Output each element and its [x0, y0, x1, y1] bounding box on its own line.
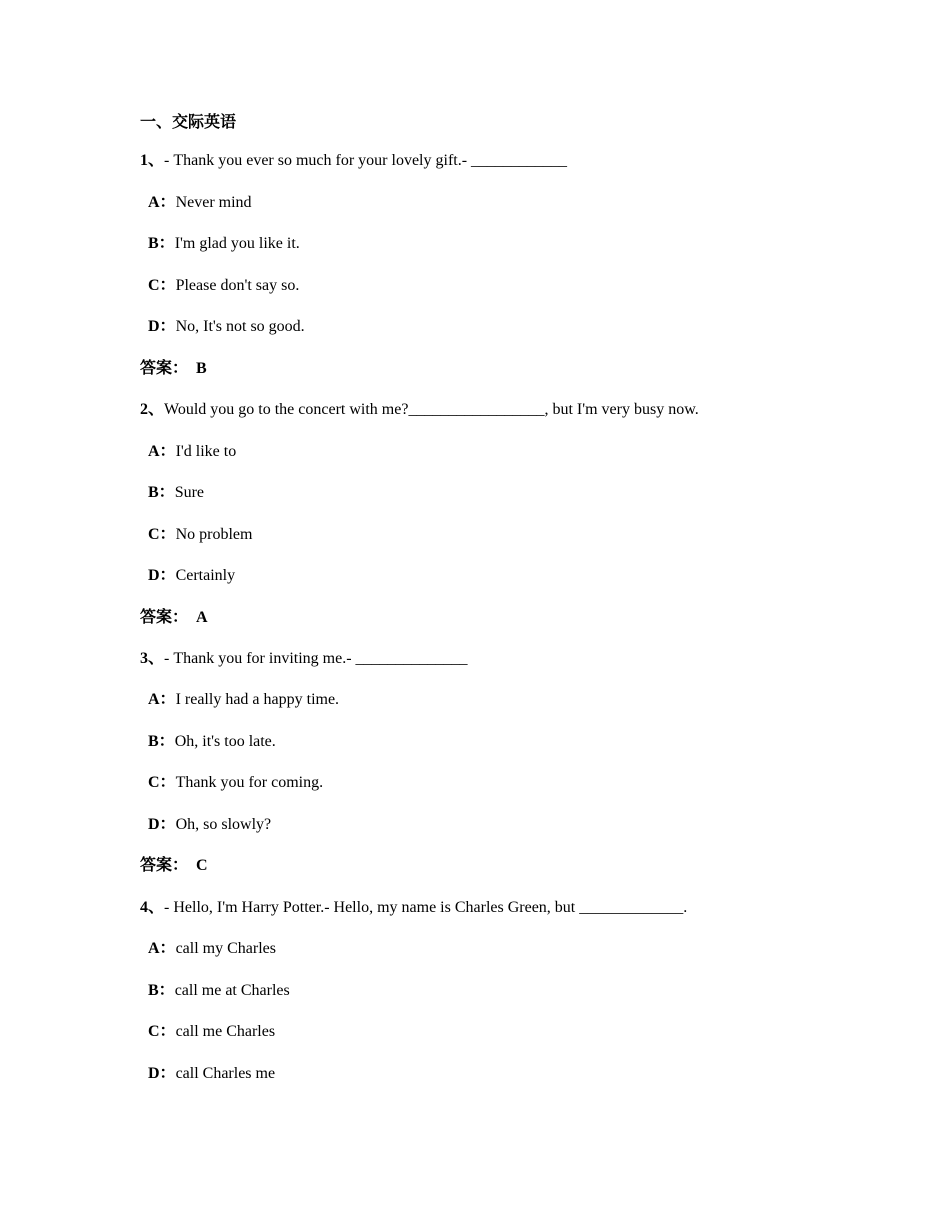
option-letter: B： — [148, 733, 175, 750]
option-c — [148, 276, 299, 296]
option-text: Sure — [174, 484, 205, 501]
answer-line — [140, 359, 207, 379]
option-letter: B： — [148, 235, 175, 252]
option-letter: D： — [148, 567, 176, 584]
option-text: No, It's not so good. — [175, 318, 305, 335]
question-text: - Thank you ever so much for your lovely gift.- ____________ — [164, 152, 568, 169]
option-text: Please don't say so. — [175, 277, 300, 294]
option-letter: A： — [148, 194, 176, 211]
option-letter: B： — [148, 982, 175, 999]
option-text: Never mind — [175, 194, 252, 211]
option-letter: A： — [148, 443, 176, 460]
option-letter: C： — [148, 774, 176, 791]
option-text: Certainly — [175, 567, 236, 584]
option-a — [148, 690, 339, 710]
question-number: 1、 — [140, 152, 165, 169]
option-a — [148, 442, 236, 462]
question-4 — [140, 898, 687, 918]
option-text: Oh, it's too late. — [174, 733, 276, 750]
option-c — [148, 525, 252, 545]
option-text: call me at Charles — [174, 982, 290, 999]
option-c — [148, 1022, 275, 1042]
option-c — [148, 773, 323, 793]
option-text: call Charles me — [175, 1065, 276, 1082]
answer-value: C — [196, 857, 208, 874]
option-letter: C： — [148, 526, 176, 543]
option-d — [148, 815, 271, 835]
option-text: Oh, so slowly? — [175, 816, 272, 833]
option-letter: D： — [148, 816, 176, 833]
option-text: I'd like to — [175, 443, 237, 460]
answer-line — [140, 856, 208, 876]
answer-label: 答案： — [140, 360, 189, 377]
answer-label: 答案： — [140, 857, 189, 874]
option-letter: C： — [148, 1023, 176, 1040]
question-text: - Thank you for inviting me.- ______________ — [164, 650, 468, 667]
option-text: Thank you for coming. — [175, 774, 324, 791]
answer-line — [140, 608, 208, 628]
question-2 — [140, 400, 699, 420]
option-d — [148, 566, 235, 586]
question-text: Would you go to the concert with me?_________________, but I'm very busy now. — [164, 401, 699, 418]
option-text: call me Charles — [175, 1023, 276, 1040]
question-1 — [140, 151, 567, 171]
option-letter: D： — [148, 318, 176, 335]
option-b — [148, 981, 290, 1001]
option-d — [148, 1064, 275, 1084]
section-title: 一、交际英语 — [140, 114, 237, 131]
question-text: - Hello, I'm Harry Potter.- Hello, my name is Charles Green, but _____________. — [164, 899, 688, 916]
question-number: 3、 — [140, 650, 165, 667]
option-a — [148, 939, 276, 959]
answer-value: B — [196, 360, 207, 377]
option-text: I'm glad you like it. — [174, 235, 300, 252]
question-number: 2、 — [140, 401, 165, 418]
option-b — [148, 483, 204, 503]
option-text: No problem — [175, 526, 253, 543]
option-letter: A： — [148, 940, 176, 957]
option-text: I really had a happy time. — [175, 691, 340, 708]
option-b — [148, 732, 276, 752]
option-letter: A： — [148, 691, 176, 708]
option-d — [148, 317, 305, 337]
answer-value: A — [196, 609, 208, 626]
question-3 — [140, 649, 468, 669]
option-letter: C： — [148, 277, 176, 294]
answer-label: 答案： — [140, 609, 189, 626]
option-a — [148, 193, 252, 213]
question-number: 4、 — [140, 899, 165, 916]
option-letter: B： — [148, 484, 175, 501]
option-b — [148, 234, 300, 254]
option-letter: D： — [148, 1065, 176, 1082]
option-text: call my Charles — [175, 940, 276, 957]
